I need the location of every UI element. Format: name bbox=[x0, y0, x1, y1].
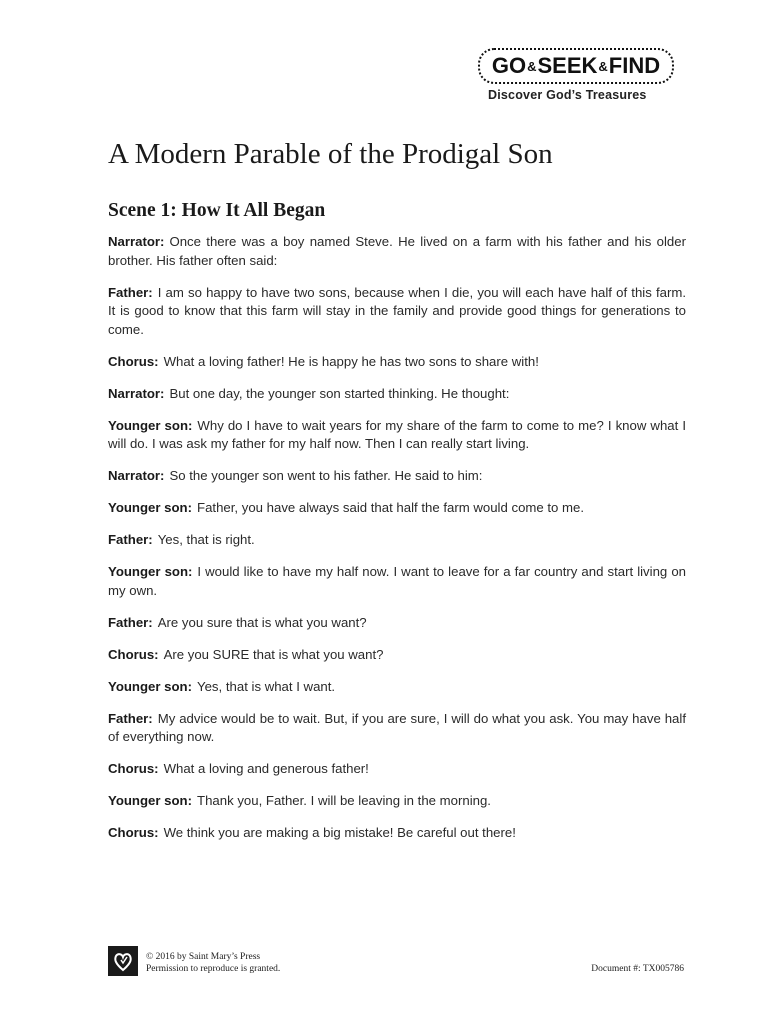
dialogue-text: My advice would be to wait. But, if you are sure, I will do what you ask. You may have half of everything now. bbox=[108, 710, 686, 744]
footer-document-number: Document #: TX005786 bbox=[591, 964, 684, 974]
speaker-label: Younger son: bbox=[108, 564, 193, 579]
logo-word-go: GO bbox=[491, 53, 527, 78]
script-line bbox=[108, 531, 686, 550]
dialogue-text: Yes, that is what I want. bbox=[197, 678, 336, 694]
script-line bbox=[108, 499, 686, 518]
speaker-label: Chorus: bbox=[108, 761, 159, 776]
speaker-label: Chorus: bbox=[108, 353, 159, 369]
speaker-label: Narrator: bbox=[108, 234, 165, 249]
script-line bbox=[108, 417, 686, 454]
logo-wordmark bbox=[478, 48, 674, 84]
publisher-logo-icon bbox=[108, 946, 138, 976]
script-line bbox=[108, 710, 686, 747]
script-line bbox=[108, 824, 686, 843]
dialogue-text: Once there was a boy named Steve. He lived on a farm with his father and his older brother. His father often said: bbox=[108, 234, 686, 268]
logo-separator: & bbox=[598, 58, 608, 74]
script-line bbox=[108, 792, 686, 811]
speaker-label: Younger son: bbox=[108, 417, 193, 433]
logo-tagline: Discover God’s Treasures bbox=[488, 88, 647, 102]
dialogue-text: Yes, that is right. bbox=[157, 532, 255, 547]
script-line bbox=[108, 614, 686, 633]
document-title: A Modern Parable of the Prodigal Son bbox=[108, 138, 553, 170]
speaker-label: Narrator: bbox=[108, 468, 165, 483]
script-line bbox=[108, 678, 686, 697]
speaker-label: Chorus: bbox=[108, 825, 159, 840]
script-dialogue bbox=[108, 233, 686, 856]
dialogue-text: We think you are making a big mistake! Be careful out there! bbox=[163, 825, 516, 840]
script-line bbox=[108, 467, 686, 486]
speaker-label: Younger son: bbox=[108, 500, 193, 515]
script-line bbox=[108, 284, 686, 340]
go-seek-find-logo bbox=[474, 46, 684, 108]
footer-permission: Permission to reproduce is granted. bbox=[146, 964, 281, 974]
logo-word-seek: SEEK bbox=[537, 53, 598, 78]
dialogue-text: Are you SURE that is what you want? bbox=[163, 646, 384, 662]
dialogue-text: But one day, the younger son started thinking. He thought: bbox=[169, 385, 510, 401]
script-line bbox=[108, 385, 686, 404]
speaker-label: Younger son: bbox=[108, 793, 193, 808]
dialogue-text: I am so happy to have two sons, because when I die, you will each have half of this farm. It is good to know that this farm will stay in the family and provide good things for generations to come. bbox=[108, 284, 686, 337]
script-line bbox=[108, 646, 686, 665]
script-line bbox=[108, 233, 686, 270]
speaker-label: Father: bbox=[108, 614, 153, 630]
dialogue-text: I would like to have my half now. I want to leave for a far country and start living on my own. bbox=[108, 564, 686, 598]
footer-copyright-block bbox=[146, 951, 280, 975]
logo-separator: & bbox=[527, 58, 537, 74]
speaker-label: Father: bbox=[108, 710, 153, 726]
dialogue-text: Thank you, Father. I will be leaving in the morning. bbox=[197, 793, 491, 808]
dialogue-text: What a loving father! He is happy he has two sons to share with! bbox=[163, 353, 539, 369]
dialogue-text: What a loving and generous father! bbox=[163, 761, 369, 776]
script-line bbox=[108, 760, 686, 779]
speaker-label: Father: bbox=[108, 284, 153, 300]
speaker-label: Younger son: bbox=[108, 678, 193, 694]
speaker-label: Chorus: bbox=[108, 646, 159, 662]
script-line bbox=[108, 563, 686, 600]
scene-heading: Scene 1: How It All Began bbox=[108, 200, 326, 221]
dialogue-text: Father, you have always said that half the farm would come to me. bbox=[197, 500, 585, 515]
dialogue-text: Why do I have to wait years for my share of the farm to come to me? I know what I will do. I was ask my father for my half now. Then I can really start living. bbox=[108, 417, 686, 451]
dialogue-text: So the younger son went to his father. He said to him: bbox=[169, 468, 483, 483]
footer-copyright: © 2016 by Saint Mary’s Press bbox=[146, 952, 261, 962]
logo-word-find: FIND bbox=[608, 53, 661, 78]
dialogue-text: Are you sure that is what you want? bbox=[157, 614, 367, 630]
speaker-label: Narrator: bbox=[108, 385, 165, 401]
speaker-label: Father: bbox=[108, 532, 153, 547]
script-line bbox=[108, 353, 686, 372]
